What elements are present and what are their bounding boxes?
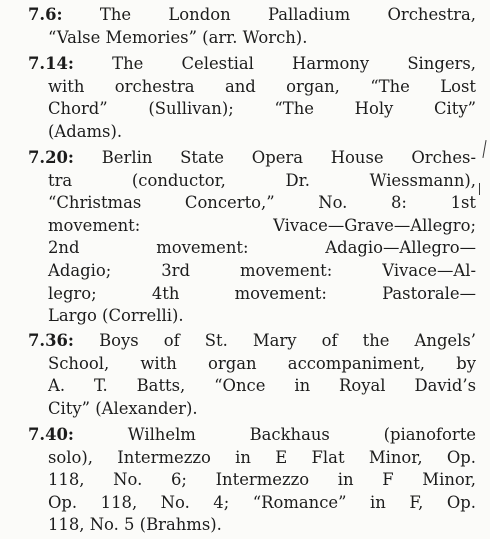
listing-line: movement: Vivace—Grave—Allegro;	[48, 215, 476, 235]
listing-time: 7.36:	[28, 331, 74, 350]
listing-7-20	[28, 147, 476, 328]
listing-line: solo), Intermezzo in E Flat Minor, Op.	[48, 447, 476, 467]
listing-time: 7.14:	[28, 54, 74, 73]
listing-first-line	[28, 424, 476, 447]
listing-line: legro; 4th movement: Pastorale—	[48, 283, 476, 303]
listing-text: Wilhelm Backhaus (pianoforte	[127, 425, 476, 444]
listing-first-line	[28, 330, 476, 353]
listing-text: The Celestial Harmony Singers,	[112, 54, 476, 73]
listing-line: School, with organ accompaniment, by	[48, 353, 476, 373]
listing-text: Boys of St. Mary of the Angels’	[99, 331, 476, 350]
listing-line: 2nd movement: Adagio—Allegro—	[48, 238, 476, 258]
listing-text: The London Palladium Orchestra,	[99, 5, 476, 24]
listing-first-line	[28, 53, 476, 76]
listing-time: 7.40:	[28, 425, 74, 444]
listing-line: A. T. Batts, “Once in Royal David’s	[48, 376, 476, 396]
listing-time: 7.20:	[28, 148, 74, 167]
listing-first-line	[28, 4, 476, 27]
listing-line: Largo (Correlli).	[48, 306, 184, 326]
listing-line: “Christmas Concerto,” No. 8: 1st	[48, 193, 476, 213]
print-speck	[479, 183, 480, 195]
listing-line: City” (Alexander).	[48, 398, 198, 418]
listing-7-14	[28, 53, 476, 143]
listing-text: Berlin State Opera House Orches-	[101, 148, 476, 167]
listing-line: “Valse Memories” (arr. Worch).	[48, 27, 308, 47]
listing-line: Adagio; 3rd movement: Vivace—Al-	[48, 260, 476, 280]
listing-first-line	[28, 147, 476, 170]
listing-line: 118, No. 5 (Brahms).	[48, 515, 222, 535]
listing-line: with orchestra and organ, “The Lost	[48, 76, 476, 96]
listing-line: Chord” (Sullivan); “The Holy City”	[48, 99, 476, 119]
listing-7-6	[28, 4, 476, 49]
print-speck	[482, 140, 486, 158]
listing-line: Op. 118, No. 4; “Romance” in F, Op.	[48, 492, 476, 512]
listing-line: 118, No. 6; Intermezzo in F Minor,	[48, 470, 476, 490]
listing-line: (Adams).	[48, 121, 123, 141]
listing-line: tra (conductor, Dr. Wiessmann),	[48, 170, 476, 190]
listing-7-40	[28, 424, 476, 537]
listing-7-36	[28, 330, 476, 420]
listing-time: 7.6:	[28, 5, 63, 24]
